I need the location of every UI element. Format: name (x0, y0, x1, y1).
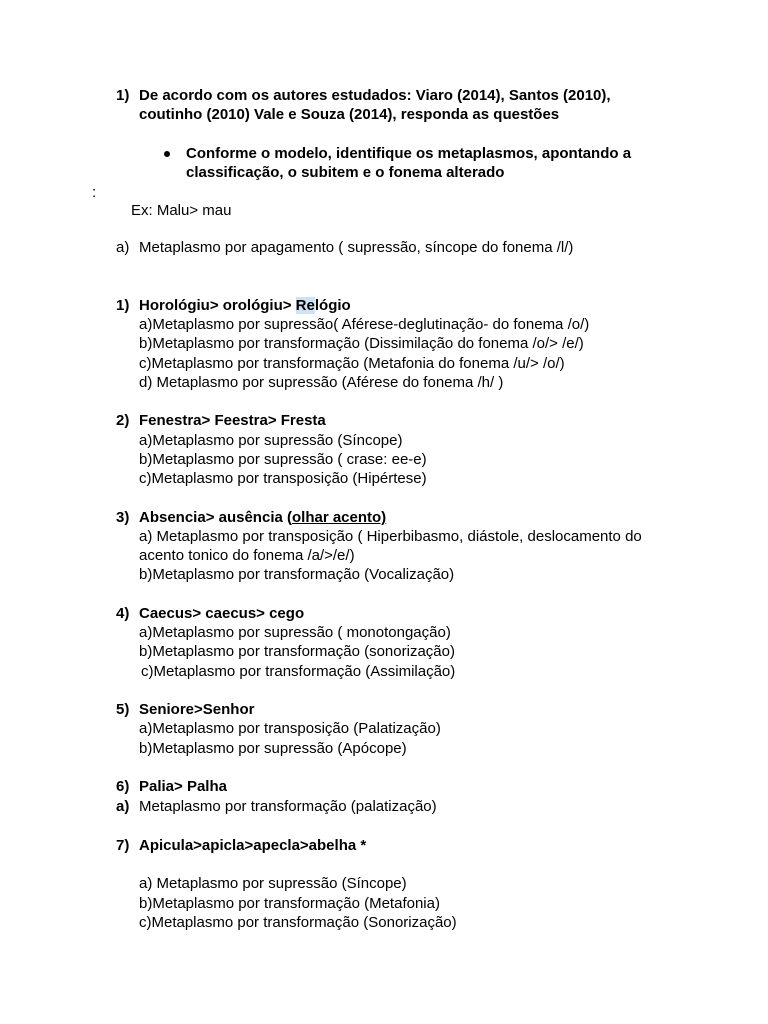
item-title (139, 296, 351, 316)
answer-line: b)Metaplasmo por supressão ( crase: ee-e) (139, 451, 427, 468)
answer-line: a)Metaplasmo por supressão (Síncope) (139, 432, 403, 449)
answer-line: b)Metaplasmo por transformação (Metafonia) (139, 895, 440, 912)
highlighted-text: Re (295, 297, 315, 314)
answer-line: acento tonico do fonema /a/>/e/) (139, 547, 355, 564)
item-number: 6) (116, 778, 130, 795)
item-number: 1) (116, 297, 130, 314)
answer-line: b)Metaplasmo por transformação (sonorização) (139, 643, 455, 660)
answer-line: c)Metaplasmo por transposição (Hipértese) (139, 470, 427, 487)
answer-line: a)Metaplasmo por supressão ( monotongação) (139, 624, 451, 641)
item-number: 3) (116, 509, 130, 526)
answer-line: d) Metaplasmo por supressão (Aférese do fonema /h/ ) (139, 374, 504, 391)
item-number: 2) (116, 412, 130, 429)
answer-line: Metaplasmo por transformação (palatização) (139, 798, 437, 815)
item-title (139, 508, 386, 528)
question-number: 1) (116, 87, 130, 104)
item-number: 5) (116, 701, 130, 718)
instruction-line-1: Conforme o modelo, identifique os metaplasmos, apontando a (186, 145, 632, 162)
item-number: 4) (116, 605, 130, 622)
example-answer-marker: a) (116, 239, 130, 256)
answer-line: b)Metaplasmo por transformação (Dissimilação do fonema /o/> /e/) (139, 335, 584, 352)
bullet-icon (164, 151, 170, 157)
item-title-part: Horológiu> orológiu> (139, 297, 296, 314)
underlined-text: olhar acento) (292, 509, 387, 526)
answer-line: a)Metaplasmo por transposição (Palatização) (139, 720, 441, 737)
item-title: Apicula>apicla>apecla>abelha * (139, 837, 367, 854)
answer-line: b)Metaplasmo por supressão (Apócope) (139, 740, 407, 757)
item-title: Fenestra> Feestra> Fresta (139, 412, 326, 429)
example-text: Ex: Malu> mau (131, 202, 232, 219)
question-text-line-1: De acordo com os autores estudados: Viaro (2014), Santos (2010), (139, 87, 611, 104)
instruction-line-2: classificação, o subitem e o fonema alterado (186, 164, 505, 181)
item-number: 7) (116, 837, 130, 854)
answer-line: b)Metaplasmo por transformação (Vocalização) (139, 566, 455, 583)
answer-line: c)Metaplasmo por transformação (Sonorização) (139, 914, 457, 931)
item-title: Caecus> caecus> cego (139, 605, 305, 622)
item-title: Palia> Palha (139, 778, 227, 795)
item-title-part: lógio (314, 297, 351, 314)
example-answer: Metaplasmo por apagamento ( supressão, síncope do fonema /l/) (139, 239, 574, 256)
answer-line: c)Metaplasmo por transformação (Metafonia do fonema /u/> /o/) (139, 355, 565, 372)
item-title-part: Absencia> ausência ( (139, 509, 292, 526)
answer-line: c)Metaplasmo por transformação (Assimilação) (141, 663, 456, 680)
answer-marker: a) (116, 798, 130, 815)
question-text-line-2: coutinho (2010) Vale e Souza (2014), responda as questões (139, 106, 560, 123)
answer-line: a) Metaplasmo por supressão (Síncope) (139, 875, 407, 892)
stray-colon: : (92, 184, 97, 201)
answer-line: a)Metaplasmo por supressão( Aférese-deglutinação- do fonema /o/) (139, 316, 590, 333)
answer-line: a) Metaplasmo por transposição ( Hiperbibasmo, diástole, deslocamento do (139, 528, 642, 545)
item-title: Seniore>Senhor (139, 701, 255, 718)
